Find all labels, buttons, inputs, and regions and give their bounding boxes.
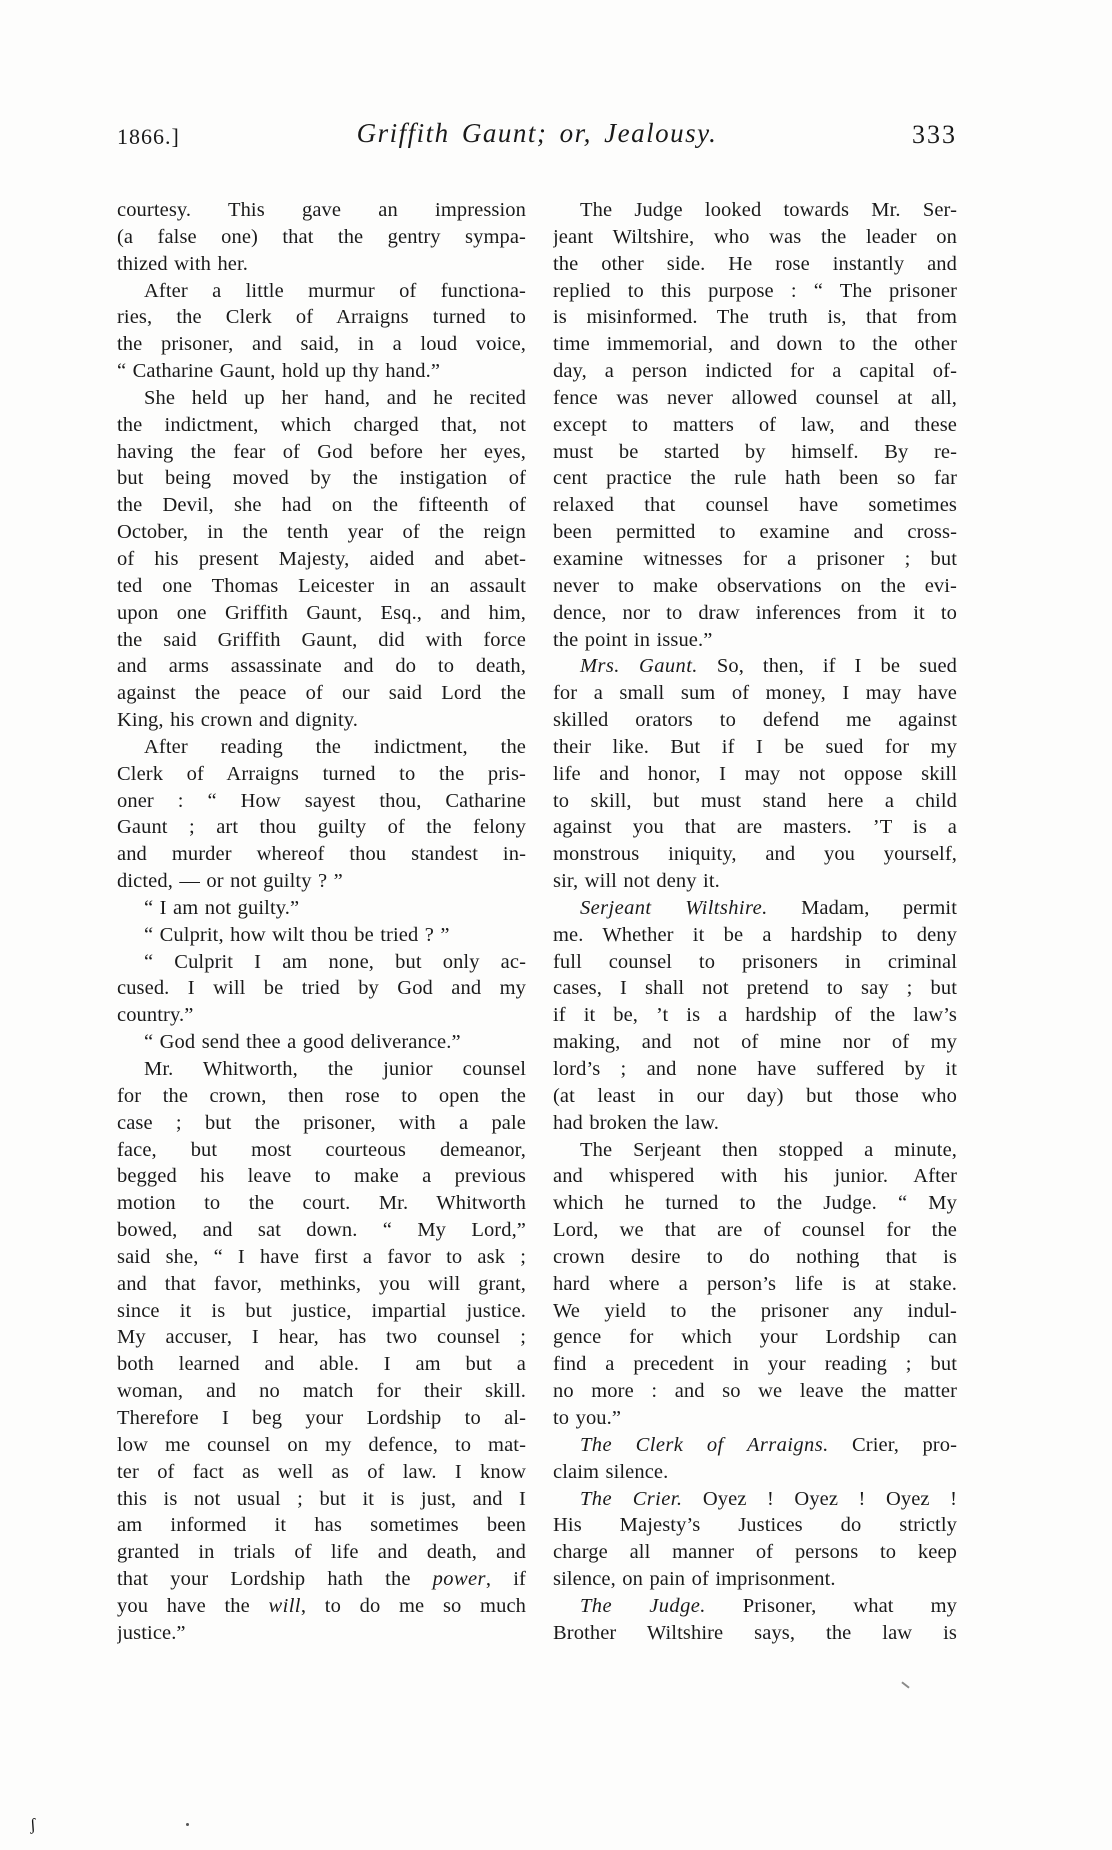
text-line: sir, will not deny it. [553, 870, 720, 893]
text-line: justice.” [117, 1621, 186, 1644]
text-line: monstrous iniquity, and you yourself, [553, 843, 957, 866]
text-line: begged his leave to make a previous [117, 1165, 526, 1188]
text-column-right [553, 197, 957, 1647]
text-line: bowed, and sat down. “ My Lord,” [117, 1219, 526, 1242]
text-line: “ God send thee a good deliverance.” [144, 1031, 461, 1054]
text-line: the prisoner, and said, in a loud voice, [117, 333, 526, 356]
text-line: fence was never allowed counsel at all, [553, 386, 957, 409]
text-line: for the crown, then rose to open the [117, 1084, 526, 1107]
text-line: motion to the court. Mr. Whitworth [117, 1192, 526, 1215]
text-line: Mr. Whitworth, the junior counsel [144, 1058, 526, 1080]
text-column-left [117, 197, 526, 1647]
text-line: courtesy. This gave an impression [117, 199, 526, 221]
text-line: replied to this purpose : “ The prisoner [553, 279, 957, 302]
text-line: The Crier. Oyez ! Oyez ! Oyez ! [580, 1487, 957, 1510]
text-line: ries, the Clerk of Arraigns turned to [117, 306, 526, 329]
text-line: oner : “ How sayest thou, Catharine [117, 789, 526, 812]
year-label: 1866.] [117, 124, 180, 149]
text-line: since it is but justice, impartial justice. [117, 1299, 526, 1322]
text-line: We yield to the prisoner any indul- [553, 1299, 957, 1322]
text-line: making, and not of mine nor of my [553, 1031, 957, 1054]
text-line: full counsel to prisoners in criminal [553, 950, 957, 973]
text-line: My accuser, I hear, has two counsel ; [117, 1326, 526, 1349]
text-line: am informed it has sometimes been [117, 1514, 526, 1537]
text-line: skilled orators to defend me against [553, 709, 957, 732]
text-line: the said Griffith Gaunt, did with force [117, 628, 526, 651]
stray-mark [901, 1681, 909, 1688]
text-line: never to make observations on the evi- [553, 574, 957, 597]
text-line: woman, and no match for their skill. [117, 1380, 526, 1403]
text-line: (at least in our day) but those who [553, 1084, 957, 1107]
text-line: After reading the indictment, the [144, 735, 526, 758]
text-line: The Serjeant then stopped a minute, [580, 1138, 957, 1161]
text-line: face, but most courteous demeanor, [117, 1138, 526, 1161]
text-line: “ Catharine Gaunt, hold up thy hand.” [117, 360, 441, 383]
text-line: and whispered with his junior. After [553, 1165, 957, 1188]
text-line: Clerk of Arraigns turned to the pris- [117, 762, 526, 785]
text-line: low me counsel on my defence, to mat- [117, 1433, 526, 1456]
text-line: After a little murmur of functiona- [144, 279, 526, 302]
page-number: 333 [912, 120, 957, 149]
text-line: if it be, ’t is a hardship of the law’s [553, 1004, 957, 1027]
text-line: ter of fact as well as of law. I know [117, 1460, 526, 1483]
text-line: to you.” [553, 1406, 622, 1429]
text-line: Serjeant Wiltshire. Madam, permit [580, 896, 957, 919]
text-line: having the fear of God before her eyes, [117, 440, 526, 463]
text-line: both learned and able. I am but a [117, 1353, 526, 1376]
text-line: thized with her. [117, 252, 249, 275]
text-line: for a small sum of money, I may have [553, 682, 957, 705]
text-line: Therefore I beg your Lordship to al- [117, 1406, 526, 1429]
text-line: Gaunt ; art thou guilty of the felony [117, 816, 526, 839]
text-line: been permitted to examine and cross- [553, 521, 957, 544]
text-line: The Judge. Prisoner, what my [580, 1594, 957, 1617]
text-line: said she, “ I have first a favor to ask ; [117, 1245, 526, 1268]
text-line: the indictment, which charged that, not [117, 413, 526, 436]
running-head [117, 118, 957, 158]
text-line: cent practice the rule hath been so far [553, 467, 957, 490]
text-line: hard where a person’s life is at stake. [553, 1272, 957, 1295]
text-line: cused. I will be tried by God and my [117, 977, 526, 1000]
text-line: this is not usual ; but it is just, and I [117, 1487, 526, 1510]
text-line: dence, nor to draw inferences from it to [553, 601, 957, 624]
text-line: to skill, but must stand here a child [553, 789, 957, 812]
text-line: jeant Wiltshire, who was the leader on [553, 225, 957, 248]
text-line: and that favor, methinks, you will grant, [117, 1272, 526, 1295]
text-line: charge all manner of persons to keep [553, 1541, 957, 1564]
text-line: must be started by himself. By re- [553, 440, 957, 463]
text-line: relaxed that counsel have sometimes [553, 494, 957, 517]
text-line: except to matters of law, and these [553, 413, 957, 436]
text-line: “ I am not guilty.” [144, 896, 300, 919]
text-line: that your Lordship hath the power, if [117, 1568, 526, 1591]
text-line: Mrs. Gaunt. So, then, if I be sued [580, 655, 957, 678]
text-line: crown desire to do nothing that is [553, 1245, 957, 1268]
text-line: The Clerk of Arraigns. Crier, pro- [580, 1433, 957, 1456]
text-line: The Judge looked towards Mr. Ser- [580, 199, 957, 221]
text-line: examine witnesses for a prisoner ; but [553, 547, 957, 570]
text-line: me. Whether it be a hardship to deny [553, 923, 957, 946]
text-line: “ Culprit I am none, but only ac- [144, 950, 526, 973]
text-line: against you that are masters. ’T is a [553, 816, 957, 839]
text-line: granted in trials of life and death, and [117, 1541, 526, 1564]
text-line: against the peace of our said Lord the [117, 682, 526, 705]
text-line: October, in the tenth year of the reign [117, 521, 526, 544]
text-line: Lord, we that are of counsel for the [553, 1219, 957, 1242]
text-line: dicted, — or not guilty ? ” [117, 870, 343, 893]
text-line: country.” [117, 1004, 194, 1027]
text-line: She held up her hand, and he recited [144, 386, 526, 409]
text-line: had broken the law. [553, 1111, 719, 1134]
text-line: silence, on pain of imprisonment. [553, 1568, 836, 1591]
text-line: ted one Thomas Leicester in an assault [117, 574, 526, 597]
text-line: find a precedent in your reading ; but [553, 1353, 957, 1376]
text-line: is misinformed. The truth is, that from [553, 306, 957, 329]
text-line: King, his crown and dignity. [117, 709, 358, 732]
text-line: His Majesty’s Justices do strictly [553, 1514, 957, 1537]
text-line: no more : and so we leave the matter [553, 1380, 957, 1403]
text-line: life and honor, I may not oppose skill [553, 762, 957, 785]
text-line: and murder whereof thou standest in- [117, 843, 526, 866]
text-line: lord’s ; and none have suffered by it [553, 1058, 957, 1080]
text-line: time immemorial, and down to the other [553, 333, 957, 356]
text-line: their like. But if I be sued for my [553, 735, 957, 758]
text-line: the Devil, she had on the fifteenth of [117, 494, 526, 517]
text-line: upon one Griffith Gaunt, Esq., and him, [117, 601, 526, 624]
text-line: cases, I shall not pretend to say ; but [553, 977, 957, 1000]
scan-speck [186, 1823, 189, 1826]
text-line: and arms assassinate and do to death, [117, 655, 526, 678]
text-line: claim silence. [553, 1460, 669, 1483]
text-line: the point in issue.” [553, 628, 713, 651]
text-line: gence for which your Lordship can [553, 1326, 957, 1349]
text-line: but being moved by the instigation of [117, 467, 526, 490]
text-line: you have the will, to do me so much [117, 1594, 526, 1617]
text-line: day, a person indicted for a capital of- [553, 360, 957, 383]
ink-blemish: ʃ [29, 1814, 37, 1835]
page-title: Griffith Gaunt; or, Jealousy. [356, 118, 718, 148]
text-line: which he turned to the Judge. “ My [553, 1192, 957, 1215]
text-line: case ; but the prisoner, with a pale [117, 1111, 526, 1134]
text-line: the other side. He rose instantly and [553, 252, 957, 275]
text-line: (a false one) that the gentry sympa- [117, 225, 526, 248]
text-line: Brother Wiltshire says, the law is [553, 1621, 957, 1644]
text-line: of his present Majesty, aided and abet- [117, 547, 526, 570]
text-line: “ Culprit, how wilt thou be tried ? ” [144, 923, 450, 946]
